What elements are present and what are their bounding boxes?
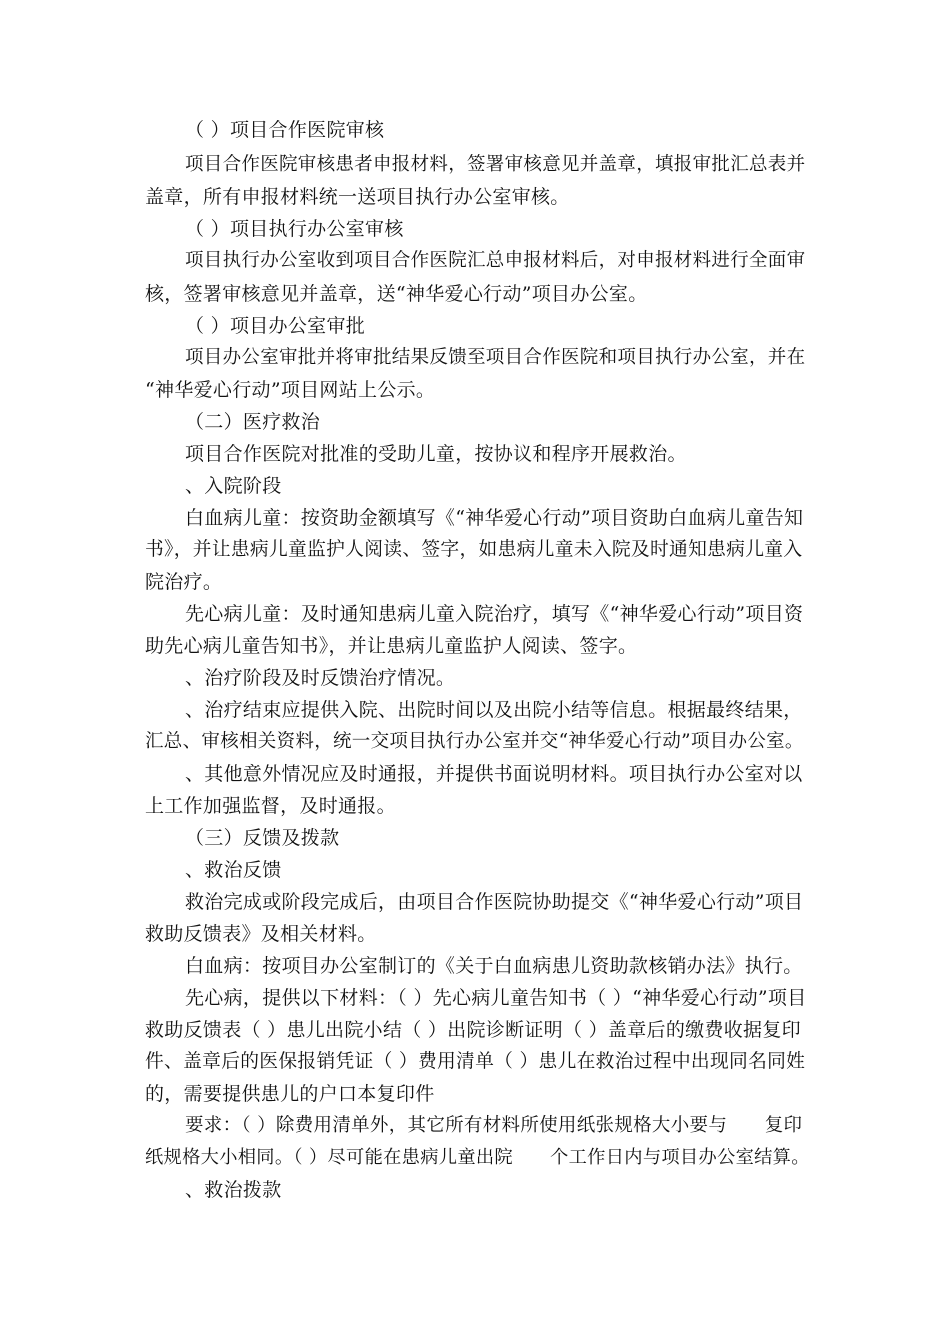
paragraph-line: 白血病：按项目办公室制订的《关于白血病患儿资助款核销办法》执行。 (185, 955, 803, 977)
paragraph-line: 白血病儿童：按资助金额填写《“神华爱心行动”项目资助白血病儿童告知 (185, 507, 804, 529)
paragraph-line: 汇总、审核相关资料，统一交项目执行办公室并交“神华爱心行动”项目办公室。 (145, 731, 804, 752)
paragraph-line: 救助反馈表（ ）患儿出院小结（ ）出院诊断证明（ ）盖章后的缴费收据复印 (145, 1019, 801, 1041)
heading-admission-stage: 、入院阶段 (185, 475, 282, 497)
heading-office-approval: （ ）项目办公室审批 (185, 315, 366, 337)
paragraph-line: 项目合作医院对批准的受助儿童，按协议和程序开展救治。 (185, 443, 687, 465)
paragraph-line: 件、盖章后的医保报销凭证（ ）费用清单（ ）患儿在救治过程中出现同名同姓 (145, 1051, 806, 1072)
paragraph-line: 、治疗结束应提供入院、出院时间以及出院小结等信息。根据最终结果， (185, 699, 803, 721)
paragraph-line: 项目办公室审批并将审批结果反馈至项目合作医院和项目执行办公室，并在 (185, 347, 806, 368)
paragraph-line: 纸规格大小相同。（ ）尽可能在患病儿童出院 个工作日内与项目办公室结算。 (145, 1147, 810, 1168)
heading-treatment-funding: 、救治拨款 (185, 1179, 282, 1201)
paragraph-line: 救治完成或阶段完成后，由项目合作医院协助提交《“神华爱心行动”项目 (185, 891, 804, 913)
paragraph-line: 核，签署审核意见并盖章，送“神华爱心行动”项目办公室。 (145, 283, 648, 305)
paragraph-line: 的，需要提供患儿的户口本复印件 (145, 1083, 435, 1105)
heading-feedback-and-funding: （三）反馈及拨款 (185, 827, 340, 849)
paragraph-line: 项目合作医院审核患者申报材料，签署审核意见并盖章，填报审批汇总表并 (185, 154, 806, 175)
paragraph-line: 先心病儿童：及时通知患病儿童入院治疗，填写《“神华爱心行动”项目资 (185, 603, 804, 625)
paragraph-line: 、其他意外情况应及时通报，并提供书面说明材料。项目执行办公室对以 (185, 763, 803, 785)
paragraph-line: 、治疗阶段及时反馈治疗情况。 (185, 667, 456, 689)
paragraph-line: 盖章，所有申报材料统一送项目执行办公室审核。 (145, 186, 570, 208)
paragraph-line: “神华爱心行动”项目网站上公示。 (145, 379, 436, 401)
heading-medical-treatment: （二）医疗救治 (185, 411, 321, 433)
paragraph-line: 项目执行办公室收到项目合作医院汇总申报材料后，对申报材料进行全面审 (185, 250, 806, 271)
paragraph-line: 书》，并让患病儿童监护人阅读、签字，如患病儿童未入院及时通知患病儿童入 (145, 539, 803, 560)
paragraph-line: 先心病，提供以下材料：（ ）先心病儿童告知书（ ）“神华爱心行动”项目 (185, 987, 807, 1009)
paragraph-line: 院治疗。 (145, 571, 223, 593)
heading-executive-office-review: （ ）项目执行办公室审核 (185, 218, 404, 240)
paragraph-line: 要求：（ ）除费用清单外，其它所有材料所使用纸张规格大小要与 复印 (185, 1115, 803, 1136)
heading-hospital-review: （ ）项目合作医院审核 (185, 119, 385, 141)
paragraph-line: 助先心病儿童告知书》，并让患病儿童监护人阅读、签字。 (145, 635, 638, 657)
heading-treatment-feedback: 、救治反馈 (185, 859, 282, 881)
paragraph-line: 上工作加强监督，及时通报。 (145, 795, 396, 817)
paragraph-line: 救助反馈表》及相关材料。 (145, 923, 377, 945)
